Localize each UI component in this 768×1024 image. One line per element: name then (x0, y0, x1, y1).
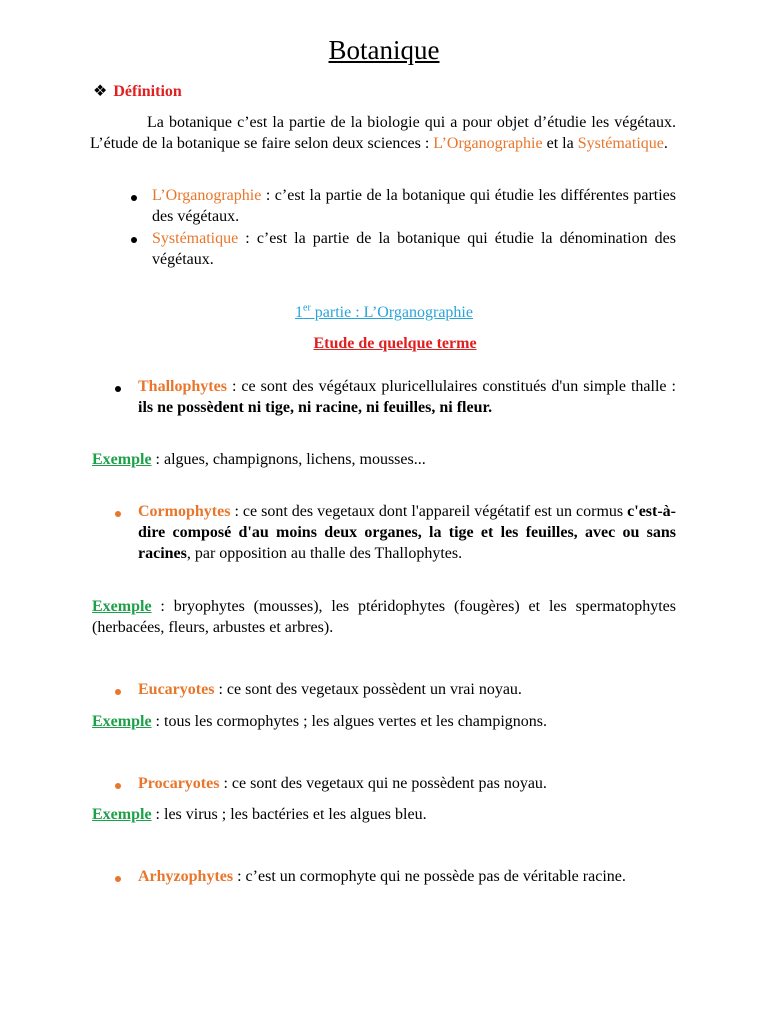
bullet-dot-icon (131, 195, 137, 201)
diamond-bullet-icon: ❖ (93, 83, 108, 100)
bullet-dot-icon (115, 876, 121, 882)
section-heading-part1: 1er partie : L’Organographie (295, 302, 473, 321)
document-page: Botanique ❖ Définition La botanique c’est la partie de la biologie qui a pour objet d’étudie les végétaux. L’étude de la botanique se faire selon deux sciences : L’Organographie et la Systématique. L’Organographie : c’est la partie de la botanique qui étudie les différentes parties des végétaux. Systématique : c’est la partie de la botanique qui étudie la dénomination des végétaux. 1er partie : L’Organographie Etude de quelque terme Thallophytes : ce sont des végétaux pluricellulaires constitués d'un simple thalle : ils ne possèdent ni tige, ni racine, ni feuilles, ni fleur. Exemple : algues, champignons, lichens, mousses... Cormophytes : ce sont des vegetaux dont l'appareil végétatif est un cormus c'est-à-dire composé d'au moins deux organes, la tige et les feuilles, avec ou sans racines, par opposition au thalle des Thallophytes. Exemple : bryophytes (mousses), les ptéridophytes (fougères) et les spermatophytes (herbacées, fleurs, arbustes et arbres). Eucaryotes : ce sont des vegetaux possèdent un vrai noyau. Exemple : tous les cormophytes ; les algues vertes et les champignons. Procaryotes : ce sont des vegetaux qui ne possèdent pas noyau. Exemple : les virus ; les bactéries et les algues bleu. Arhyzophytes : c’est un cormophyte qui ne possède pas de véritable racine. (0, 0, 768, 1024)
bullet-dot-icon (131, 237, 137, 243)
example-cormophytes: Exemple : bryophytes (mousses), les ptéridophytes (fougères) et les spermatophytes (herbacées, fleurs, arbustes et arbres). (92, 598, 676, 636)
section-heading-terms: Etude de quelque terme (313, 335, 477, 352)
term-systematique: Systématique (577, 135, 664, 152)
definition-heading (93, 81, 182, 102)
bullet-dot-icon (115, 511, 121, 517)
definition-heading-text: Définition (113, 83, 182, 100)
bullet-dot-icon (115, 783, 121, 789)
definition-paragraph: La botanique c’est la partie de la biologie qui a pour objet d’étudie les végétaux. L’étude de la botanique se faire selon deux sciences : L’Organographie et la Systématique. (90, 114, 676, 152)
bullet-dot-icon (115, 689, 121, 695)
page-title: Botanique (328, 35, 440, 65)
example-procaryotes: Exemple : les virus ; les bactéries et les algues bleu. (92, 806, 427, 823)
term-organographie: L’Organographie (433, 135, 543, 152)
example-eucaryotes: Exemple : tous les cormophytes ; les algues vertes et les champignons. (92, 713, 548, 730)
bullet-dot-icon (115, 386, 121, 392)
example-thallophytes: Exemple : algues, champignons, lichens, mousses... (92, 451, 426, 468)
